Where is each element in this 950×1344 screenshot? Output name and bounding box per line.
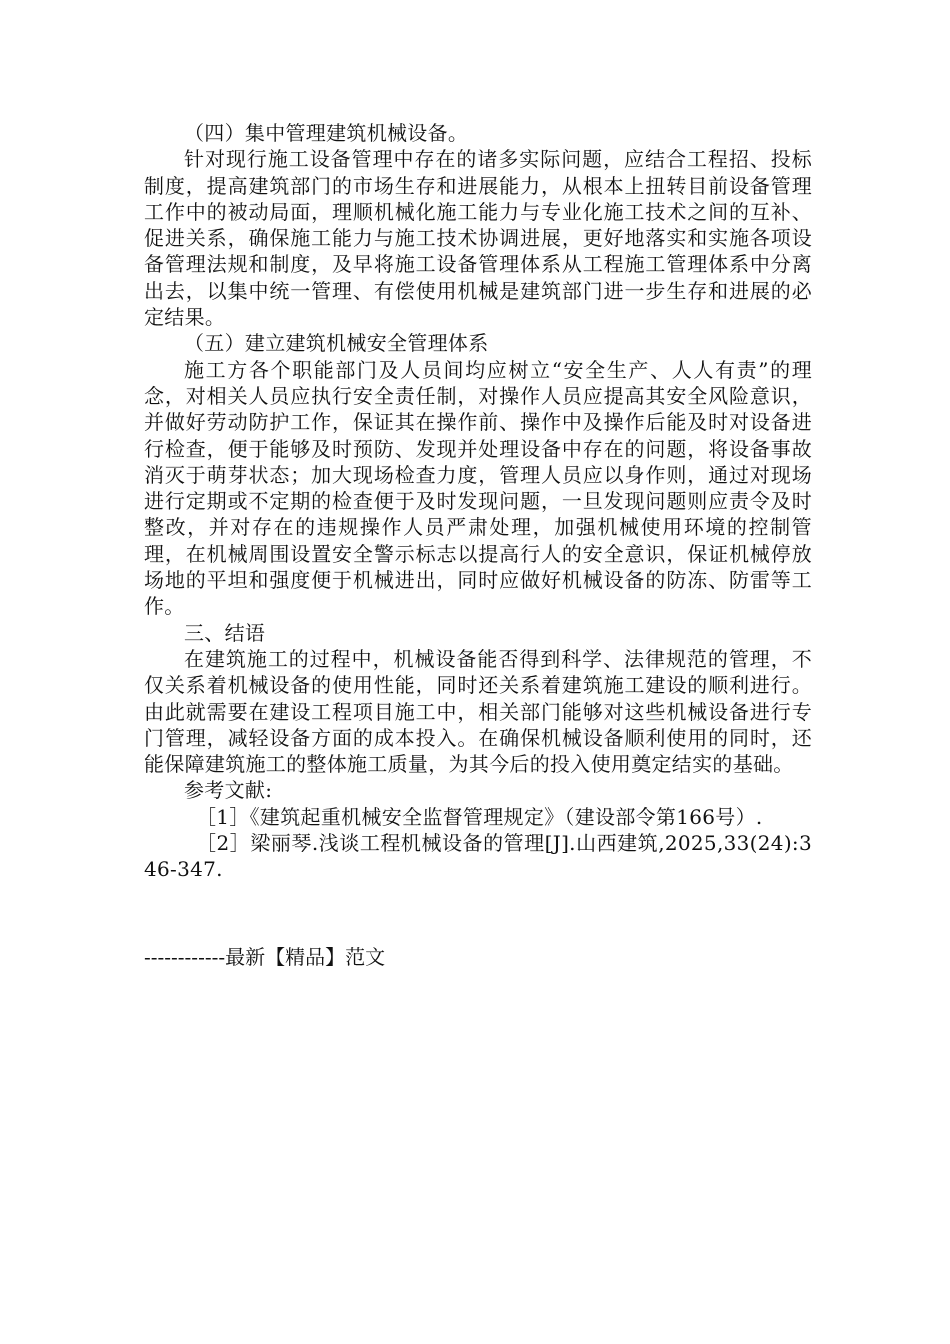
section-heading-4: （四）集中管理建筑机械设备。: [184, 121, 469, 145]
section-heading-conclusion: 三、结语: [184, 620, 266, 645]
document-body: [144, 120, 812, 883]
paragraph-equipment-management: 针对现行施工设备管理中存在的诸多实际问题，应结合工程招、投标制度，提高建筑部门的市场生存和进展能力，从根本上扭转目前设备管理工作中的被动局面，理顺机械化施工能力与专业化施工技术之间的互补、促进关系，确保施工能力与施工技术协调进展，更好地落实和实施各项设备管理法规和制度，及早将施工设备管理体系从工程施工管理体系中分离出去，以集中统一管理、有偿使用机械是建筑部门进一步生存和进展的必定结果。: [144, 147, 812, 330]
paragraph-conclusion: 在建筑施工的过程中，机械设备能否得到科学、法律规范的管理，不仅关系着机械设备的使用性能，同时还关系着建筑施工建设的顺利进行。由此就需要在建设工程项目施工中，相关部门能够对这些机械设备进行专门管理，减轻设备方面的成本投入。在确保机械设备顺利使用的同时，还能保障建筑施工的整体施工质量，为其今后的投入使用奠定结实的基础。: [144, 646, 812, 777]
footer-text: ------------最新【精品】范文: [144, 945, 386, 969]
references-heading: 参考文献:: [184, 778, 273, 803]
reference-item-1: ［1］《建筑起重机械安全监督管理规定》（建设部令第166号）.: [196, 804, 763, 829]
reference-item-2: ［2］梁丽琴.浅谈工程机械设备的管理[J].山西建筑,2025,33(24):346-347.: [144, 831, 812, 882]
section-heading-5: （五）建立建筑机械安全管理体系: [184, 331, 489, 356]
paragraph-safety-management: 施工方各个职能部门及人员间均应树立“安全生产、人人有责”的理念，对相关人员应执行安全责任制，对操作人员应提高其安全风险意识，并做好劳动防护工作，保证其在操作前、操作中及操作后能及时对设备进行检查，便于能够及时预防、发现并处理设备中存在的问题，将设备事故消灭于萌芽状态；加大现场检查力度，管理人员应以身作则，通过对现场进行定期或不定期的检查便于及时发现问题，一旦发现问题则应责令及时整改，并对存在的违规操作人员严肃处理，加强机械使用环境的控制管理，在机械周围设置安全警示标志以提高行人的安全意识，保证机械停放场地的平坦和强度便于机械进出，同时应做好机械设备的防冻、防雷等工作。: [144, 357, 812, 619]
